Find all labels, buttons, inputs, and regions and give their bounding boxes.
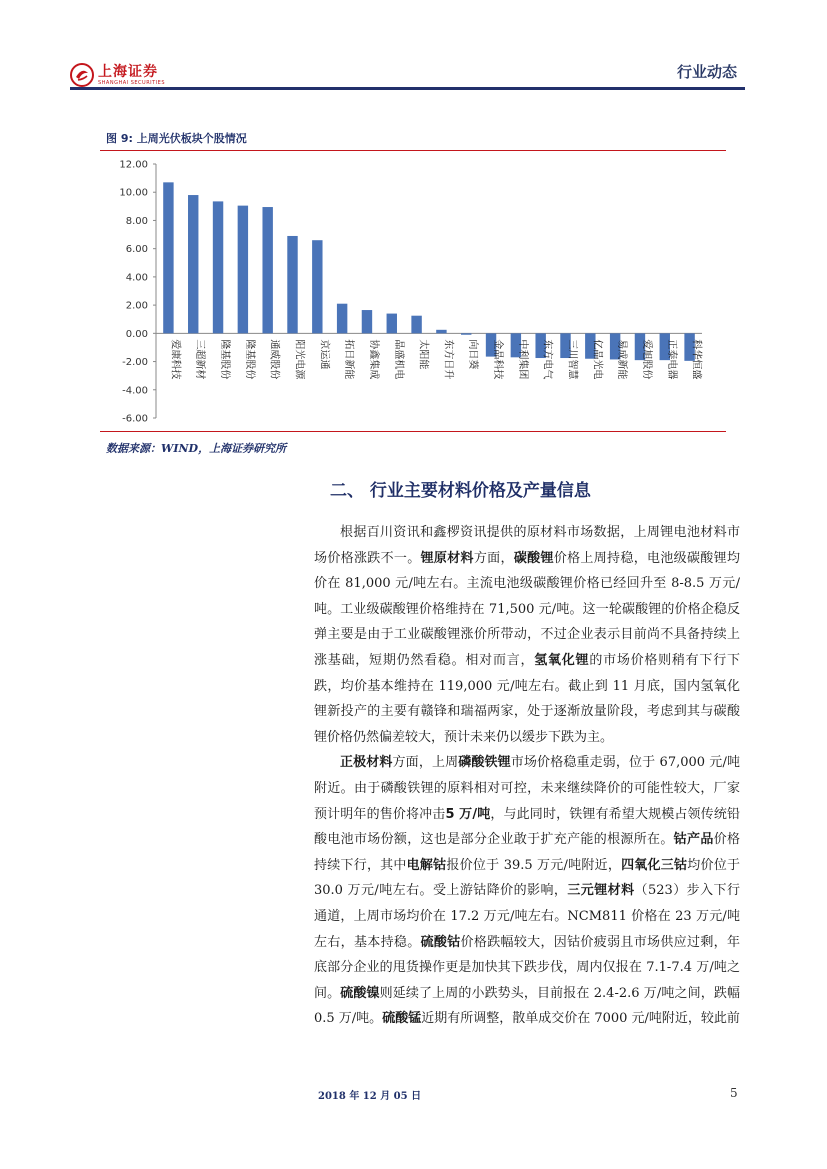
y-tick-label: 12.00 xyxy=(119,159,148,171)
bold-term: 磷酸铁锂 xyxy=(458,755,511,771)
bold-term: 碳酸锂 xyxy=(513,550,554,566)
paragraph-cathode-materials xyxy=(314,750,740,1032)
bold-term: 钴产品 xyxy=(673,832,714,848)
x-category-label: 协鑫集成 xyxy=(367,339,379,380)
body-text xyxy=(314,520,740,1032)
x-axis-category-labels xyxy=(169,339,703,380)
bold-term: 三元锂材料 xyxy=(567,883,635,899)
chart-bar xyxy=(312,240,322,333)
paragraph-lithium-materials xyxy=(314,520,740,750)
figure-top-rule xyxy=(100,150,726,151)
x-category-label: 中利集团 xyxy=(516,339,528,380)
bold-term: 四氧化三钴 xyxy=(621,857,688,873)
x-category-label: 科华恒盛 xyxy=(690,339,702,380)
y-axis-tick-labels xyxy=(119,160,156,425)
bold-term: 硫酸钴 xyxy=(420,934,461,950)
figure-bottom-rule xyxy=(100,431,726,432)
text-run: 均价位于 30.0 万元/吨左右。受上游钴降价的影响， xyxy=(314,857,740,899)
x-category-label: 东方日升 xyxy=(442,339,454,380)
text-run: 价格上周持稳，电池级碳酸锂均价在 81,000 元/吨左右。主流电池级碳酸锂价格已经回升至 8-8.5 万元/吨。工业级碳酸锂价格维持在 71,500 元/吨。这一轮碳酸锂的价格企稳反弹主要是由于工业碳酸锂涨价所带动，不过企业表示目前尚不具备持续上涨基础，短期仍然看稳。相对而言， xyxy=(314,550,740,668)
y-tick-label: -4.00 xyxy=(122,385,148,397)
y-tick-label: 4.00 xyxy=(125,272,148,284)
text-run: 报价位于 39.5 万元/吨附近， xyxy=(446,857,622,873)
bold-term: 硫酸锰 xyxy=(382,1011,422,1027)
text-run: 则延续了上周的小跌势头，目前报在 2.4-2.6 万/吨之间，跌幅 0.5 万/吨。 xyxy=(314,985,740,1027)
logo-chinese-text: 上海证券 xyxy=(98,64,158,80)
y-tick-label: 2.00 xyxy=(125,300,148,312)
bold-term: 锂原材料 xyxy=(420,550,474,566)
chart-bar xyxy=(262,207,272,333)
chart-bar xyxy=(362,310,372,333)
page-header xyxy=(70,55,745,91)
chart-bar xyxy=(461,333,471,334)
header-divider xyxy=(70,87,745,90)
chart-bar xyxy=(188,195,198,333)
x-category-label: 亿晶光电 xyxy=(591,339,603,380)
x-category-label: 东方电气 xyxy=(541,339,553,380)
header-title: 行业动态 xyxy=(676,63,737,81)
x-category-label: 爱旭股份 xyxy=(640,339,652,380)
x-category-label: 易成新能 xyxy=(616,339,628,380)
chart-bar xyxy=(213,201,223,333)
footer-date: 2018 年 12 月 05 日 xyxy=(318,1091,422,1102)
x-category-label: 金晶科技 xyxy=(492,339,504,380)
x-category-label: 通威股份 xyxy=(268,339,280,380)
y-tick-label: -2.00 xyxy=(122,357,148,369)
section-heading: 二、 行业主要材料价格及产量信息 xyxy=(330,481,591,501)
chart-bar xyxy=(287,236,297,333)
chart-bar xyxy=(337,304,347,334)
figure-caption: 图 9: 上周光伏板块个股情况 xyxy=(106,132,247,145)
text-run: 价格持续下行，其中 xyxy=(314,832,740,873)
text-run: 价格跌幅较大，因钴价疲弱且市场供应过剩，年底部分企业的甩货操作更是加快其下跌步伐，周内仅报在 7.1-7.4 万/吨之间。 xyxy=(314,934,740,1001)
x-category-label: 太阳能 xyxy=(417,339,429,370)
text-run: 根据百川资讯和鑫椤资讯提供的原材料市场数据，上周锂电池材料市场价格涨跌不一。 xyxy=(314,525,740,566)
chart-bar xyxy=(238,206,248,334)
page-number: 5 xyxy=(730,1086,738,1100)
text-run: ，与此同时，铁锂有希望大规模占领传统铅酸电池市场份额，这也是部分企业敢于扩充产能的根源所在。 xyxy=(314,806,740,848)
bold-term: 正极材料 xyxy=(340,755,393,771)
x-category-label: 晶盛机电 xyxy=(392,339,404,380)
x-category-label: 向日葵 xyxy=(467,339,479,370)
logo-english-text: SHANGHAI SECURITIES xyxy=(98,80,166,86)
bold-term: 5 万/吨 xyxy=(445,806,491,822)
y-tick-label: 10.00 xyxy=(119,187,148,199)
text-run: 的市场价格则稍有下行下跌，均价基本维持在 119,000 元/吨左右。截止到 11 月底，国内氢氧化锂新投产的主要有赣锋和瑞福两家，处于逐渐放量阶段，考虑到其与碳酸锂价格仍然偏差较大，预计未来仍以缓步下跌为主。 xyxy=(314,652,740,745)
text-run: 方面，上周 xyxy=(392,755,459,771)
x-category-label: 京运通 xyxy=(318,339,330,370)
chart-bar xyxy=(387,314,397,334)
chart-bar xyxy=(436,330,446,334)
x-category-label: 正泰电器 xyxy=(665,339,677,380)
x-category-label: 隆基股份 xyxy=(243,339,255,380)
y-tick-label: 8.00 xyxy=(125,215,148,227)
x-category-label: 阳光电源 xyxy=(293,339,305,380)
x-category-label: 拓日新能 xyxy=(343,339,355,380)
text-run: 近期有所调整，散单成交价在 7000 元/吨附近，较此前 xyxy=(421,1011,740,1027)
chart-bar xyxy=(411,316,421,334)
chart-bar xyxy=(163,182,173,333)
logo-emblem-icon xyxy=(70,63,94,87)
y-tick-label: 6.00 xyxy=(125,244,148,256)
figure-source-note: 数据来源：WIND，上海证券研究所 xyxy=(106,442,287,455)
chart-bars xyxy=(163,182,695,361)
y-tick-label: 0.00 xyxy=(125,328,148,340)
text-run: 方面， xyxy=(473,550,514,566)
bold-term: 硫酸镍 xyxy=(340,985,380,1001)
x-category-label: 隆基股份 xyxy=(219,339,231,380)
bold-term: 电解钴 xyxy=(406,857,447,873)
y-tick-label: -6.00 xyxy=(122,413,148,425)
stock-performance-bar-chart xyxy=(100,152,726,430)
x-category-label: 爱康科技 xyxy=(169,339,181,380)
x-category-label: 三川智慧 xyxy=(566,339,578,380)
bold-term: 氢氧化锂 xyxy=(534,652,590,668)
x-category-label: 三超新材 xyxy=(194,339,206,380)
text-run: （523）步入下行通道，上周市场均价在 17.2 万元/吨左右。NCM811 价格在 23 万元/吨左右，基本持稳。 xyxy=(314,883,740,950)
text-run: 市场价格稳重走弱，位于 67,000 元/吨附近。由于磷酸铁锂的原料相对可控，未来继续降价的可能性较大，厂家预计明年的售价将冲击 xyxy=(314,755,740,822)
